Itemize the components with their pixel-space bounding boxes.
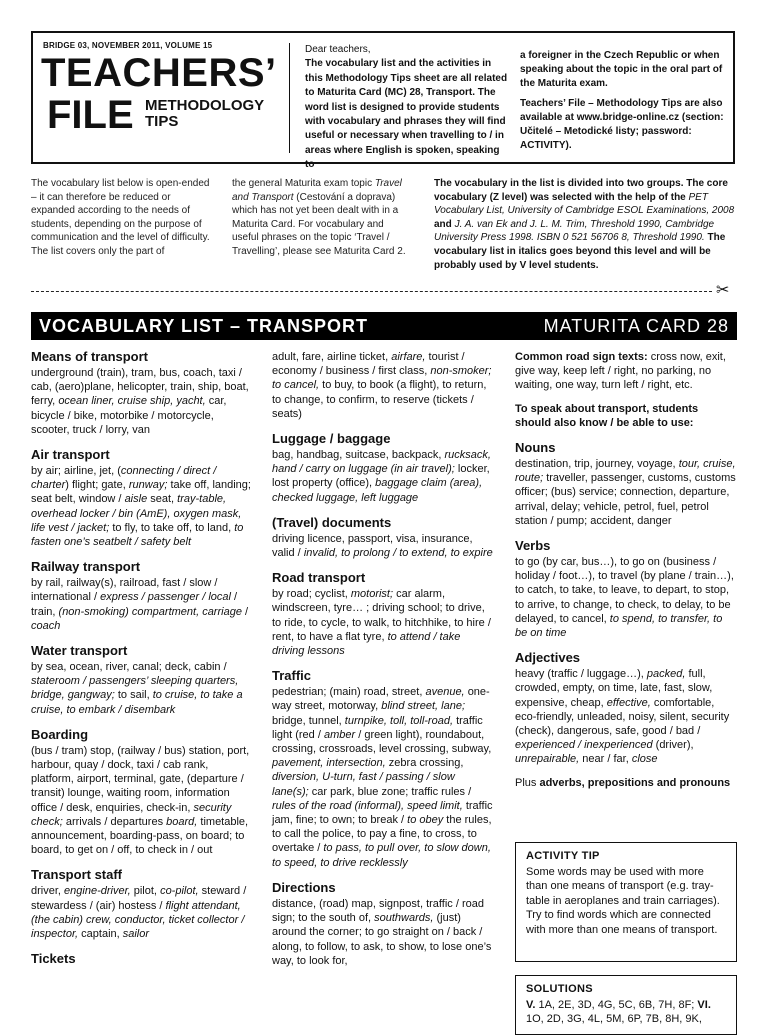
letter-body-2: a foreigner in the Czech Republic or when speaking about the topic in the oral part of the Maturita exam. [520,50,723,89]
banner-title: VOCABULARY LIST – TRANSPORT [39,316,369,336]
issue-info: BRIDGE 03, NOVEMBER 2011, VOLUME 15 [43,41,213,50]
cut-line [31,291,712,292]
vocab-column-2 [272,350,494,977]
activity-tip-text: Some words may be used with more than one means of transport (e.g. tray-table in aeroplanes and train carriages). Try to find words which are connected with more than one means of transport. [526,865,720,936]
intro-reference: J. A. van Ek and J. L. M. Trim, Threshold 1990, Cambridge University Press 1998. ISBN 0 521 56706 8, Threshold 1990. [434,218,715,244]
letter-body-1: The vocabulary list and the activities in this Methodology Tips sheet are all related to Maturita Card (MC) 28, Transport. The word list is designed to provide students with vocabulary and phrases they will find useful or necessary when travelling to / in areas where English is spoken, speaking to [305,58,508,171]
intro-text: the general Maturita exam topic [232,178,373,189]
logo-file: FILE [47,93,134,137]
intro-text: The vocabulary in the list is divided into two groups. The core vocabulary (Z level) was selected with the help of the [434,178,728,203]
intro-reference: PET Vocabulary List, University of Cambridge ESOL Examinations, 2008 [434,191,735,217]
section-banner [31,312,737,340]
intro-topic: Travel and Transport [232,178,402,203]
intro-text: and [434,218,452,230]
section-body: bag, handbag, suitcase, backpack, rucksack, hand / carry on luggage (in air travel); locker, lost property (office), baggage claim (area), checked luggage, left luggage [272,449,491,504]
section-body: to go (by car, bus…), to go on (business / holiday / foot…), to travel (by plane / train…), to catch, to take, to leave, to depart, to stop, to arrive, to change, to check, to delay, to be delayed, to cancel, to spend, to transfer, to be on time [515,556,734,640]
solutions-title: SOLUTIONS [526,983,593,995]
section-body: adult, fare, airline ticket, airfare, tourist / economy / business / first class, non-smoker; to cancel, to buy, to book (a flight), to return, to change, to confirm, to reserve (tickets / seats) [272,351,492,420]
section-heading: Water transport [31,643,128,659]
solutions-line-2: 1O, 2D, 3G, 4L, 5M, 6P, 7B, 8H, 9K, [526,1013,702,1025]
intro-column-1: The vocabulary list below is open-ended – it can therefore be reduced or expanded according to the needs of students, depending on the purpose of communication and the level of difficulty. The list covers only the part of [31,178,210,257]
solutions-line-1: V. 1A, 2E, 3D, 4G, 5C, 6B, 7H, 8F; VI. [526,998,711,1011]
intro-text: (Cestování a doprava) which has not yet been dealt with in a Maturita Card. For vocabulary and useful phrases on the topic ‘Travel / Travelling’, please see Maturita Card 2. [232,191,406,257]
header-divider [289,43,290,153]
section-body: pedestrian; (main) road, street, avenue, one-way street, motorway, blind street, lane; bridge, tunnel, turnpike, toll, toll-road, traffic light (red / amber / green light), roundabout, crossing, crossroads, level crossing, subway, pavement, intersection, zebra crossing, diversion, U-turn, fast / passing / slow lane(s); car park, blue zone; traffic rules / rules of the road (informal), speed limit, traffic jam, fine; to own; to break / to obey the rules, to call the police, to pay a fine, to cross, to overtake / to pass, to pull over, to slow down, to speed, to drive recklessly [272,686,493,869]
section-body: by road; cyclist, motorist; car alarm, windscreen, tyre… ; driving school; to drive, to ride, to cycle, to walk, to hitchhike, to hire / rent, to have a flat tyre, to attend / take driving lessons [272,588,491,658]
letter-column-2 [520,49,725,160]
intro-text: The vocabulary list in italics goes beyond this level and will be probably used by V level students. [434,232,726,271]
section-heading: Transport staff [31,867,123,883]
activity-tip-box [515,842,737,962]
section-body: heavy (traffic / luggage…), packed, full, crowded, empty, on time, late, fast, slow, expensive, cheap, effective, comfortable, eco-friendly, unleaded, noisy, silent, security (check), dangerous, safe, good / bad / experienced / inexperienced (driver), unrepairable, near / far, close [515,668,730,766]
section-heading: Nouns [515,440,556,456]
letter-greeting: Dear teachers, [305,44,371,55]
section-heading: Verbs [515,538,551,554]
vocab-column-1 [31,348,253,968]
section-body: distance, (road) map, signpost, traffic / road sign; to the south of, southwards, (just) around the corner; to go straight on / back / along, to follow, to ask, to show, to lose one’s way, to look for, [272,897,492,967]
section-body: underground (train), tram, bus, coach, taxi / cab, (aero)plane, helicopter, train, ship, boat, ferry, ocean liner, cruise ship, yacht, car, bicycle / bike, motorbike / motorcycle, scooter, truck / lorry, van [31,367,249,436]
section-body: (bus / tram) stop, (railway / bus) station, port, harbour, quay / dock, taxi / cab rank, platform, airport, terminal, gate, (departure / transit) lounge, waiting room, information office / desk, enquiries, check-in, security check; arrivals / departures board, timetable, announcement, boarding-pass, on board; to board, to get on / off, to check in / out [31,744,250,857]
section-body: by rail, railway(s), railroad, fast / slow / international / express / passenger / local / train, (non-smoking) compartment, carriage / coach [31,577,249,632]
intro-column-2 [232,177,412,259]
section-heading: Traffic [272,668,312,684]
road-signs: Common road sign texts: cross now, exit, give way, keep left / right, no parking, no waiting, one way, turn left / right, etc. [515,351,726,392]
section-heading: Adjectives [515,650,581,666]
section-heading: Tickets [31,951,76,967]
students-note: To speak about transport, students should also know / be able to use: [515,402,699,429]
solutions-box [515,975,737,1035]
scissors-icon: ✂ [716,282,730,299]
section-body: destination, trip, journey, voyage, tour, cruise, route; traveller, passenger, customs, customs officer; (bus) service; connection, departure, arrival, delay; vehicle, petrol, fuel, petrol station / pump; accident, danger [515,458,736,527]
vocab-column-3 [515,350,737,799]
logo-sub-1: METHODOLOGY [145,97,265,114]
logo-teachers: TEACHERS’ [41,51,277,95]
section-body: by sea, ocean, river, canal; deck, cabin / stateroom / passengers’ sleeping quarters, bridge, gangway; to sail, to cruise, to take a cruise, to embark / disembark [31,661,243,716]
section-heading: Railway transport [31,559,141,575]
section-heading: Directions [272,879,336,895]
section-heading: Boarding [31,726,89,742]
section-body: driver, engine-driver, pilot, co-pilot, steward / stewardess / (air) hostess / flight attendant, (the cabin) crew, conductor, ticket collector / inspector, captain, sailor [31,885,247,941]
plus-note: Plus adverbs, prepositions and pronouns [515,776,731,789]
intro-column-3 [434,177,736,272]
section-heading: Means of transport [31,349,149,364]
activity-tip-title: ACTIVITY TIP [526,850,600,862]
section-body: by air; airline, jet, (connecting / direct / charter) flight; gate, runway; take off, landing; seat belt, window / aisle seat, tray-table, overhead locker / bin (AmE), oxygen mask, life vest / jacket; to fly, to take off, to land, to fasten one’s seatbelt / safety belt [31,465,251,549]
teachers-file-header [31,31,735,171]
section-heading: Luggage / baggage [272,431,391,447]
section-heading: Road transport [272,570,366,586]
banner-card: MATURITA CARD 28 [543,316,729,336]
logo-sub-2: TIPS [145,113,179,130]
letter-column-1 [305,43,510,173]
letter-body-3: Teachers’ File – Methodology Tips are also available at www.bridge-online.cz (section: Učitelé – Metodické listy; password: ACTIVITY). [520,98,724,151]
logo-methodology-tips [145,98,264,130]
section-heading: Air transport [31,447,110,463]
section-body: driving licence, passport, visa, insurance, valid / invalid, to prolong / to extend, to expire [272,532,493,560]
section-heading: (Travel) documents [272,514,392,530]
